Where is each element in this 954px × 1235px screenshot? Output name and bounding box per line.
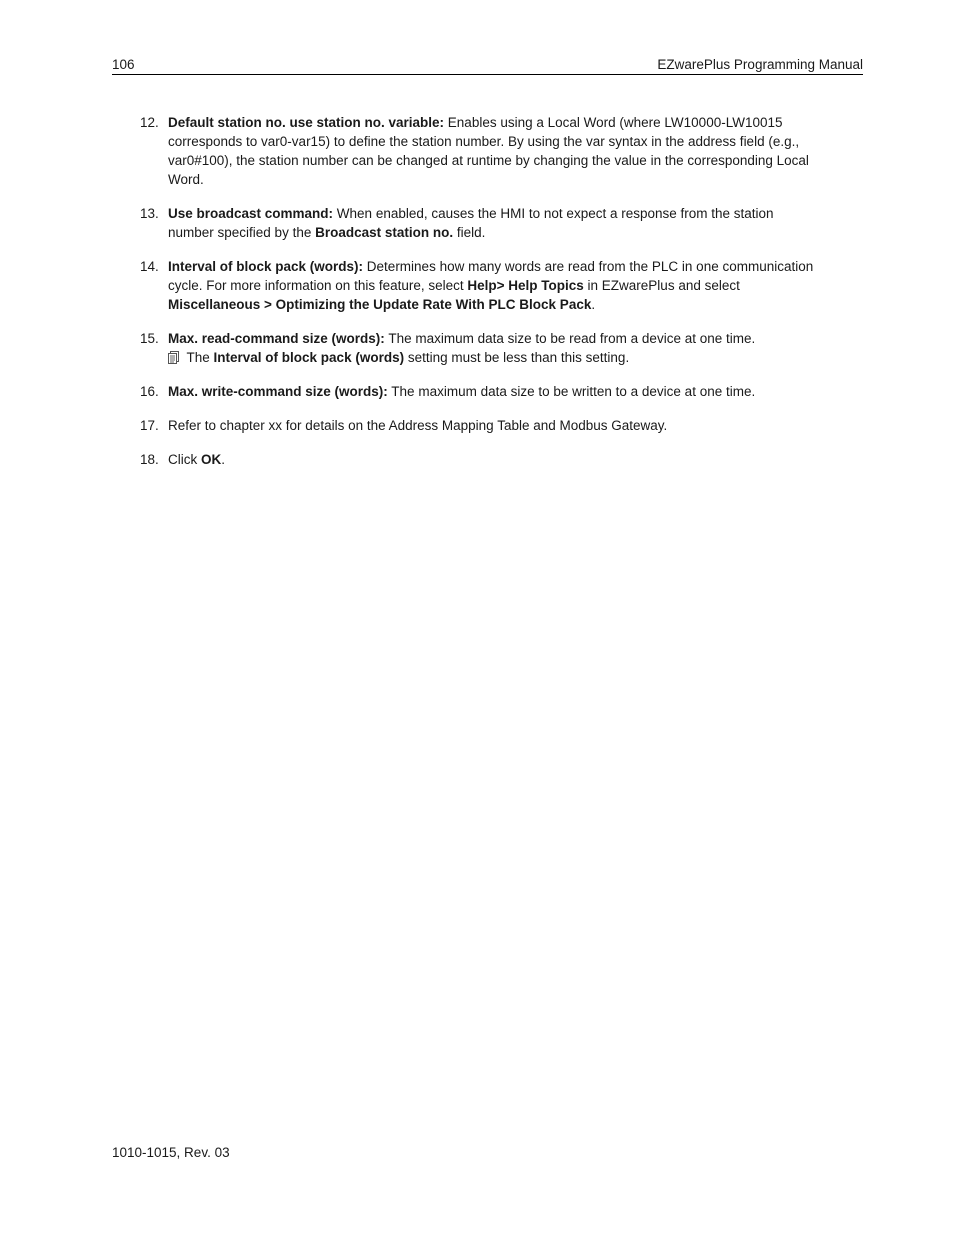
field-reference: Broadcast station no.	[315, 225, 454, 240]
step-number: 14.	[140, 259, 159, 274]
step-term: Interval of block pack (words):	[168, 259, 364, 274]
step-number: 15.	[140, 331, 159, 346]
step-16	[140, 382, 820, 401]
step-13	[140, 204, 820, 242]
step-12	[140, 113, 820, 189]
step-text: Interval of block pack (words): Determines how many words are read from the PLC in one communication cycle. For more information on this feature, select Help> Help Topics in EZwarePlus and select Miscellaneous > Optimizing the Update Rate With PLC Block Pack.	[168, 259, 814, 312]
step-text: Max. write-command size (words): The maximum data size to be written to a device at one time.	[168, 384, 756, 399]
steps-list	[140, 113, 820, 484]
step-14	[140, 257, 820, 314]
note-icon	[168, 351, 179, 364]
step-text: Max. read-command size (words): The maximum data size to be read from a device at one time. The Interval of block pack (words) setting must be less than this setting.	[168, 331, 820, 367]
step-text: Refer to chapter xx for details on the Address Mapping Table and Modbus Gateway.	[168, 418, 668, 433]
step-text: Click OK.	[168, 452, 226, 467]
step-term: Max. write-command size (words):	[168, 384, 388, 399]
menu-path-help: Help> Help Topics	[467, 278, 584, 293]
step-term: Use broadcast command:	[168, 206, 334, 221]
document-number: 1010-1015, Rev. 03	[112, 1145, 230, 1160]
step-number: 16.	[140, 384, 159, 399]
step-18	[140, 450, 820, 469]
ok-reference: OK	[201, 452, 222, 467]
step-text: Default station no. use station no. variable: Enables using a Local Word (where LW10000-LW10015 corresponds to var0-var15) to define the station number. By using the var syntax in the address field (e.g., var0#100), the station number can be changed at runtime by changing the value in the corresponding Local Word.	[168, 115, 809, 187]
note-line: The Interval of block pack (words) setting must be less than this setting.	[168, 348, 820, 367]
step-term: Max. read-command size (words):	[168, 331, 385, 346]
menu-path-misc: Miscellaneous > Optimizing the Update Rate With PLC Block Pack	[168, 297, 592, 312]
step-number: 17.	[140, 418, 159, 433]
step-17	[140, 416, 820, 435]
step-number: 12.	[140, 115, 159, 130]
step-number: 13.	[140, 206, 159, 221]
page-header	[112, 56, 863, 75]
step-number: 18.	[140, 452, 159, 467]
note-term: Interval of block pack (words)	[213, 350, 405, 365]
document-title: EZwarePlus Programming Manual	[657, 57, 863, 72]
page-footer	[112, 1144, 230, 1162]
step-term: Default station no. use station no. variable:	[168, 115, 445, 130]
step-15	[140, 329, 820, 367]
page-number: 106	[112, 57, 135, 72]
step-text: Use broadcast command: When enabled, causes the HMI to not expect a response from the station number specified by the Broadcast station no. field.	[168, 206, 774, 240]
